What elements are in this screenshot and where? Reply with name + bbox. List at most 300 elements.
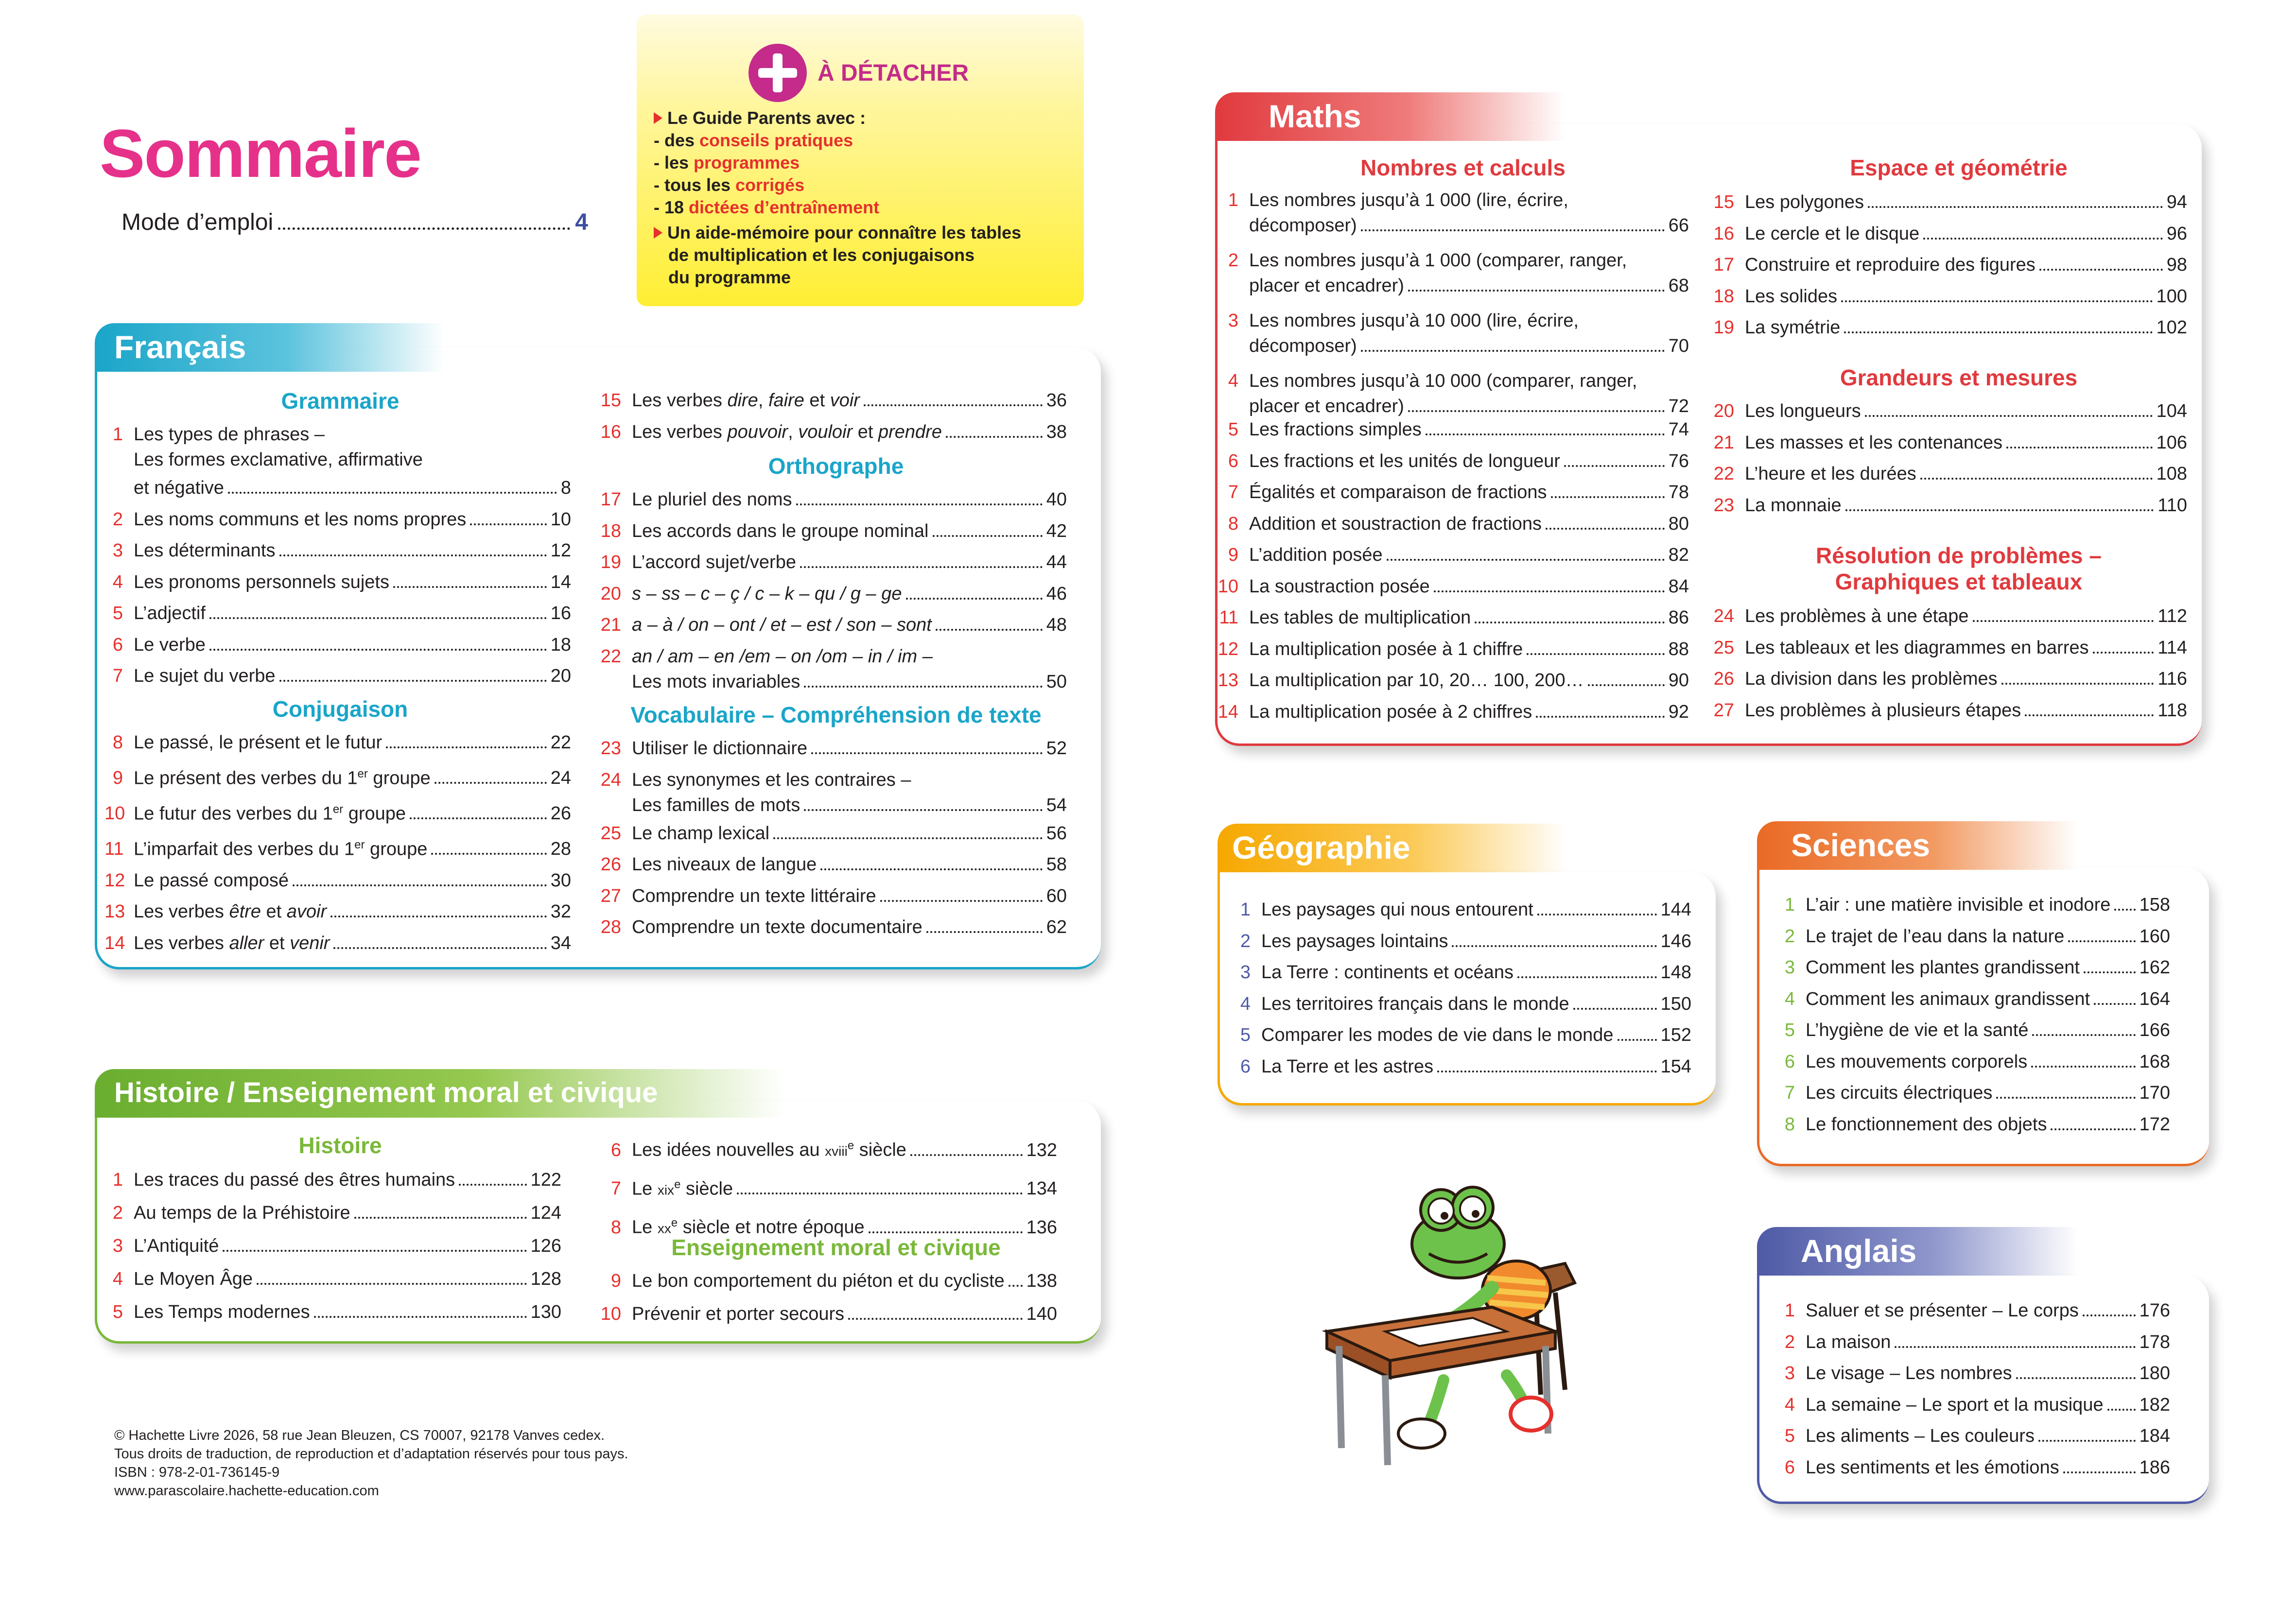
entry-page: 102 [2156, 317, 2187, 338]
toc-entry[interactable] [104, 727, 571, 759]
entry-page: 150 [1660, 993, 1691, 1014]
entry-italic: vouloir [798, 421, 853, 442]
entry-title: La Terre : continents et océans [1261, 962, 1513, 983]
entry-number: 2 [1228, 250, 1238, 271]
entry-page: 60 [1046, 885, 1067, 906]
maths-list-left-2 [1210, 414, 1689, 727]
entry-page: 106 [2156, 432, 2187, 453]
entry-number: 27 [1713, 700, 1734, 721]
entry-number: 3 [1784, 957, 1795, 978]
toc-entry[interactable] [593, 578, 1067, 610]
entry-page: 78 [1668, 482, 1689, 502]
entry-number: 22 [600, 646, 621, 667]
entry-title [134, 829, 427, 865]
toc-entry[interactable] [104, 598, 571, 629]
isbn: ISBN : 978-2-01-736145-9 [114, 1465, 280, 1480]
entry-page: 112 [2157, 606, 2187, 626]
francais-list-right [593, 385, 1067, 448]
entry-title: Le verbe [134, 634, 206, 655]
entry-number: 5 [112, 603, 123, 623]
entry-number: 8 [1784, 1114, 1795, 1135]
entry-page: 148 [1660, 962, 1691, 983]
entry-title: Les paysages lointains [1261, 931, 1448, 951]
toc-entry[interactable] [1706, 490, 2187, 521]
entry-number: 5 [1784, 1426, 1795, 1446]
entry-number: 5 [1228, 419, 1238, 440]
entry-page: 110 [2157, 495, 2187, 516]
toc-entry[interactable] [593, 641, 1067, 669]
entry-page: 184 [2139, 1426, 2170, 1446]
entry-page: 162 [2139, 957, 2170, 978]
entry-title: Les fractions et les unités de longueur [1249, 450, 1561, 471]
toc-entry[interactable] [593, 516, 1067, 547]
toc-entry[interactable] [1762, 921, 2170, 952]
entry-text: décomposer) [1249, 336, 1357, 356]
page-title: Sommaire [100, 115, 421, 191]
arrow-icon [654, 227, 662, 239]
entry-number: 6 [1784, 1051, 1795, 1072]
entry-title: Le fonctionnement des objets [1806, 1114, 2047, 1135]
toc-entry[interactable] [1762, 1452, 2170, 1484]
entry-title [134, 759, 431, 794]
toc-entry[interactable] [1222, 957, 1691, 988]
toc-entry[interactable] [104, 928, 571, 959]
conjugaison-list [104, 727, 571, 959]
toc-entry[interactable] [1222, 894, 1691, 926]
entry-number: 1 [112, 424, 123, 445]
resolution-heading-line: Résolution de problèmes – [1816, 543, 2102, 568]
entry-page: 124 [530, 1203, 561, 1223]
entry-title: Prévenir et porter secours [632, 1304, 845, 1324]
detach-line: - des [654, 130, 700, 150]
entry-title: L’adjectif [134, 603, 206, 623]
toc-entry[interactable] [1210, 571, 1689, 603]
toc-entry[interactable] [1762, 889, 2170, 921]
toc-entry[interactable] [1706, 249, 2187, 281]
toc-entry[interactable] [1210, 477, 1689, 508]
entry-number: 17 [600, 489, 621, 510]
entry-title: La symétrie [1745, 317, 1841, 338]
histoire-tab: Histoire / Enseignement moral et civique [95, 1069, 785, 1118]
entry-number: 1 [1228, 190, 1238, 210]
entry-page: 16 [550, 603, 571, 623]
entry-number: 9 [112, 768, 123, 789]
toc-entry[interactable] [104, 1229, 561, 1262]
entry-title: Les nombres jusqu’à 1 000 (lire, écrire, [1249, 190, 1568, 210]
entry-title: Le trajet de l’eau dans la nature [1806, 926, 2065, 947]
toc-entry[interactable] [1762, 1109, 2170, 1140]
entry-page: 130 [530, 1302, 561, 1322]
entry-number: 19 [1713, 317, 1734, 338]
entry-text: Les idées nouvelles au [632, 1140, 825, 1160]
entry-page: 72 [1668, 396, 1689, 416]
entry-number: 3 [1784, 1363, 1795, 1383]
entry-number: 7 [112, 666, 123, 686]
entry-number: 14 [104, 933, 125, 953]
toc-entry[interactable] [1706, 312, 2187, 344]
toc-entry[interactable] [1762, 1015, 2170, 1046]
small-caps: xviii [825, 1143, 848, 1159]
entry-number: 6 [1228, 450, 1238, 471]
entry-title: Comprendre un texte littéraire [632, 885, 876, 906]
toc-entry[interactable] [1222, 926, 1691, 957]
toc-entry[interactable] [104, 660, 571, 692]
toc-entry[interactable] [1210, 508, 1689, 540]
toc-entry[interactable] [593, 733, 1067, 764]
toc-entry[interactable] [1706, 632, 2187, 664]
entry-number: 28 [600, 917, 621, 937]
detach-line: - 18 [654, 197, 689, 217]
entry-title: Les synonymes et les contraires – [632, 769, 911, 790]
toc-entry[interactable] [593, 1264, 1057, 1297]
entry-title: Comprendre un texte documentaire [632, 917, 922, 937]
superscript: er [332, 802, 344, 816]
toc-entry[interactable] [104, 629, 571, 661]
toc-entry[interactable] [1222, 1051, 1691, 1083]
toc-entry[interactable] [1762, 984, 2170, 1015]
entry-page: 94 [2166, 192, 2187, 212]
toc-entry[interactable] [1762, 952, 2170, 984]
entry-title: La multiplication par 10, 20… 100, 200… [1249, 670, 1584, 691]
entry-title: Les circuits électriques [1806, 1083, 1993, 1103]
entry-number: 2 [1784, 1331, 1795, 1352]
entry-page: 74 [1668, 419, 1689, 440]
entry-number: 1 [1784, 1300, 1795, 1321]
entry-page: 98 [2166, 255, 2187, 275]
entry-number: 10 [1218, 576, 1238, 597]
toc-entry[interactable] [1762, 1046, 2170, 1078]
entry-number: 3 [1240, 962, 1251, 983]
entry-title: La multiplication posée à 1 chiffre [1249, 639, 1523, 659]
entry-title: Les niveaux de langue [632, 854, 817, 875]
entry-page: 28 [550, 839, 571, 860]
entry-number: 7 [1228, 482, 1238, 502]
entry-number: 26 [1713, 669, 1734, 689]
detach-heading: À DÉTACHER [818, 60, 969, 86]
entry-title: Comment les plantes grandissent [1806, 957, 2080, 978]
toc-entry[interactable] [593, 484, 1067, 516]
entry-title: La semaine – Le sport et la musique [1806, 1394, 2104, 1415]
entry-page: 62 [1046, 917, 1067, 937]
entry-page: 186 [2139, 1457, 2170, 1478]
toc-entry[interactable] [1706, 281, 2187, 312]
toc-entry[interactable] [1210, 634, 1689, 665]
mode-emploi-entry[interactable] [122, 209, 588, 236]
entry-title: L’addition posée [1249, 545, 1383, 565]
entry-page: 38 [1046, 421, 1067, 442]
toc-entry[interactable] [104, 1196, 561, 1229]
entry-page: 46 [1046, 583, 1067, 604]
entry-title: Le passé composé [134, 870, 289, 891]
entry-title [632, 1129, 906, 1168]
website-link[interactable]: www.parascolaire.hachette-education.com [114, 1483, 379, 1499]
detach-highlight: corrigés [735, 175, 805, 195]
toc-entry[interactable] [1706, 187, 2187, 218]
entry-title: Comment les animaux grandissent [1806, 988, 2090, 1009]
toc-entry[interactable] [1210, 602, 1689, 634]
entry-number: 4 [1784, 1394, 1795, 1415]
toc-entry[interactable] [593, 881, 1067, 912]
entry-title: Les territoires français dans le monde [1261, 993, 1569, 1014]
entry-page: 114 [2157, 637, 2187, 658]
toc-entry[interactable] [593, 1297, 1057, 1331]
toc-entry[interactable] [593, 416, 1067, 448]
toc-entry[interactable] [593, 912, 1067, 943]
toc-entry[interactable] [1762, 1358, 2170, 1389]
toc-entry[interactable] [1222, 988, 1691, 1020]
detach-line: du programme [668, 267, 791, 287]
entry-continuation [593, 669, 1067, 694]
entry-text: Les verbes [134, 901, 229, 922]
entry-page: 58 [1046, 854, 1067, 875]
entry-title: Les déterminants [134, 540, 276, 561]
entry-title: Les nombres jusqu’à 10 000 (lire, écrire, [1249, 311, 1579, 331]
entry-number: 4 [112, 1269, 123, 1289]
toc-entry[interactable] [1210, 665, 1689, 696]
toc-entry[interactable] [104, 504, 571, 536]
detach-body [654, 107, 1074, 289]
entry-page: 138 [1026, 1271, 1057, 1291]
entry-page: 48 [1046, 615, 1067, 635]
entry-text: Les types de phrases – [134, 424, 325, 445]
entry-page: 20 [550, 666, 571, 686]
small-caps: xix [657, 1182, 675, 1198]
entry-page: 30 [550, 870, 571, 891]
copyright-line: Tous droits de traduction, de reproduction et d’adaptation réservés pour tous pays. [114, 1446, 628, 1462]
entry-number: 13 [1218, 670, 1238, 691]
detach-highlight: conseils pratiques [699, 130, 853, 150]
francais-list-left [104, 419, 571, 692]
toc-entry[interactable] [1706, 458, 2187, 490]
entry-page: 66 [1668, 215, 1689, 236]
entry-title: Les tables de multiplication [1249, 607, 1471, 628]
orthographe-list [593, 484, 1067, 694]
toc-entry[interactable] [104, 794, 571, 829]
toc-entry[interactable] [1762, 1420, 2170, 1452]
toc-entry[interactable] [1706, 695, 2187, 726]
emc-heading: Enseignement moral et civique [671, 1235, 1001, 1260]
entry-title: Le bon comportement du piéton et du cycliste [632, 1271, 1005, 1291]
histoire-heading: Histoire [298, 1133, 382, 1158]
entry-page: 126 [530, 1236, 561, 1256]
entry-page: 144 [1660, 899, 1691, 920]
toc-entry[interactable] [593, 547, 1067, 578]
entry-italic: aller [229, 933, 264, 953]
entry-text: décomposer) [1249, 215, 1357, 236]
toc-entry[interactable] [1706, 396, 2187, 427]
entry-page: 56 [1046, 823, 1067, 844]
entry-page: 70 [1668, 336, 1689, 356]
entry-page: 128 [530, 1269, 561, 1289]
entry-number: 2 [112, 509, 123, 530]
entry-page: 96 [2166, 223, 2187, 244]
entry-text: Les verbes [632, 421, 728, 442]
entry-page: 160 [2139, 926, 2170, 947]
entry-page: 108 [2156, 464, 2187, 484]
entry-number: 6 [610, 1140, 621, 1160]
toc-entry[interactable] [593, 849, 1067, 881]
toc-entry[interactable] [1210, 446, 1689, 477]
entry-page: 140 [1026, 1304, 1057, 1324]
frog-at-desk-illustration [1312, 1186, 1623, 1468]
entry-number: 5 [112, 1302, 123, 1322]
entry-page: 134 [1026, 1178, 1057, 1199]
superscript: er [357, 767, 368, 780]
toc-entry[interactable] [104, 865, 571, 897]
plus-icon [748, 44, 807, 102]
entry-number: 25 [1713, 637, 1734, 658]
orthographe-heading: Orthographe [768, 453, 904, 479]
entry-number: 27 [600, 885, 621, 906]
entry-number: 3 [112, 1236, 123, 1256]
entry-number: 5 [1784, 1020, 1795, 1040]
entry-text: Les formes exclamative, affirmative [134, 449, 423, 470]
entry-page: 132 [1026, 1140, 1057, 1160]
entry-page: 170 [2139, 1083, 2170, 1103]
entry-number: 6 [112, 634, 123, 655]
toc-entry[interactable] [1210, 305, 1689, 333]
toc-entry[interactable] [1762, 1327, 2170, 1358]
entry-page: 54 [1046, 795, 1067, 815]
toc-entry[interactable] [1706, 427, 2187, 459]
sciences-tab: Sciences [1757, 821, 2078, 870]
entry-number: 4 [1228, 371, 1238, 391]
entry-text: Les verbes [632, 390, 728, 411]
histoire-list-left [104, 1163, 561, 1329]
entry-title: Les aliments – Les couleurs [1806, 1426, 2035, 1446]
anglais-list [1762, 1295, 2170, 1483]
entry-number: 11 [104, 839, 124, 860]
toc-entry[interactable] [1210, 185, 1689, 213]
entry-page: 24 [550, 768, 571, 789]
sciences-list [1762, 889, 2170, 1140]
toc-entry[interactable] [104, 1163, 561, 1196]
entry-text: Les mots invariables [632, 671, 800, 692]
anglais-tab: Anglais [1757, 1227, 2078, 1276]
entry-title: Le pluriel des noms [632, 489, 792, 510]
toc-entry[interactable] [593, 764, 1067, 793]
superscript: e [671, 1216, 678, 1230]
entry-page: 44 [1046, 552, 1067, 572]
detach-box [637, 15, 1084, 306]
toc-entry[interactable] [1210, 414, 1689, 446]
nombres-heading: Nombres et calculs [1360, 155, 1565, 180]
entry-title: Les fractions simples [1249, 419, 1422, 440]
toc-entry[interactable] [1706, 663, 2187, 695]
entry-text: Les familles de mots [632, 795, 800, 815]
entry-title: Les problèmes à une étape [1745, 606, 1969, 626]
toc-entry[interactable] [1762, 1077, 2170, 1109]
entry-number: 26 [600, 854, 621, 875]
entry-page: 22 [550, 732, 571, 753]
entry-text: siècle [680, 1178, 733, 1199]
entry-text: Les verbes [134, 933, 229, 953]
entry-italic: prendre [878, 421, 942, 442]
toc-entry[interactable] [1210, 245, 1689, 273]
entry-page: 40 [1046, 489, 1067, 510]
entry-text: placer et encadrer) [1249, 276, 1404, 296]
toc-entry[interactable] [104, 535, 571, 567]
toc-entry[interactable] [104, 419, 571, 472]
entry-continuation [593, 793, 1067, 818]
toc-entry[interactable] [104, 896, 571, 928]
toc-entry[interactable] [593, 1168, 1057, 1207]
entry-number: 1 [112, 1170, 123, 1190]
resolution-heading [1716, 542, 2202, 595]
entry-continuation [1210, 213, 1689, 238]
resolution-list [1706, 601, 2187, 726]
entry-text: Le [632, 1217, 658, 1238]
toc-entry[interactable] [1762, 1389, 2170, 1421]
entry-title: L’hygiène de vie et la santé [1806, 1020, 2029, 1040]
entry-title [632, 416, 942, 448]
entry-number: 14 [1218, 701, 1238, 722]
entry-number: 6 [1240, 1056, 1251, 1077]
entry-page: 182 [2139, 1394, 2170, 1415]
entry-page: 8 [560, 478, 571, 498]
entry-page: 146 [1660, 931, 1691, 951]
toc-entry[interactable] [1210, 365, 1689, 394]
arrow-icon [654, 112, 662, 124]
detach-line: de multiplication et les conjugaisons [668, 245, 975, 265]
entry-page: 88 [1668, 639, 1689, 659]
toc-entry[interactable] [1762, 1295, 2170, 1327]
entry-number: 16 [600, 421, 621, 442]
toc-entry[interactable] [1222, 1019, 1691, 1051]
entry-title: Addition et soustraction de fractions [1249, 513, 1542, 534]
entry-text: siècle et notre époque [678, 1217, 865, 1238]
entry-page: 154 [1660, 1056, 1691, 1077]
entry-number: 20 [600, 583, 621, 604]
toc-entry[interactable] [104, 1262, 561, 1296]
entry-italic: venir [290, 933, 330, 953]
entry-title: an / am – en /em – on /om – in / im – [632, 646, 933, 667]
toc-entry[interactable] [104, 567, 571, 598]
toc-entry[interactable] [104, 759, 571, 794]
toc-entry[interactable] [593, 818, 1067, 849]
entry-title: Le visage – Les nombres [1806, 1363, 2012, 1383]
entry-title [134, 794, 406, 829]
entry-title: Les pronoms personnels sujets [134, 571, 389, 592]
entry-number: 23 [1713, 495, 1734, 516]
entry-title [134, 419, 423, 472]
entry-number: 17 [1713, 255, 1734, 275]
toc-entry[interactable] [1210, 696, 1689, 728]
toc-entry[interactable] [1706, 218, 2187, 250]
entry-page: 122 [530, 1170, 561, 1190]
toc-entry[interactable] [104, 829, 571, 865]
copyright-notice [114, 1426, 628, 1500]
entry-text: L’imparfait des verbes du 1 [134, 839, 355, 860]
toc-entry[interactable] [1210, 539, 1689, 571]
entry-continuation [1210, 273, 1689, 298]
entry-text: placer et encadrer) [1249, 396, 1404, 416]
entry-title: Le passé, le présent et le futur [134, 732, 383, 753]
entry-title: Les Temps modernes [134, 1302, 310, 1322]
toc-entry[interactable] [593, 1129, 1057, 1168]
mode-emploi-label: Mode d’emploi [122, 209, 274, 235]
entry-title: s – ss – c – ç / c – k – qu / g – ge [632, 583, 902, 604]
entry-text: groupe [367, 768, 431, 789]
entry-text: et [852, 421, 878, 442]
toc-entry[interactable] [104, 1296, 561, 1329]
toc-entry[interactable] [1706, 601, 2187, 632]
toc-entry[interactable] [593, 385, 1067, 416]
toc-entry[interactable] [593, 609, 1067, 641]
entry-number: 23 [600, 738, 621, 759]
entry-page: 76 [1668, 450, 1689, 471]
entry-page: 80 [1668, 513, 1689, 534]
